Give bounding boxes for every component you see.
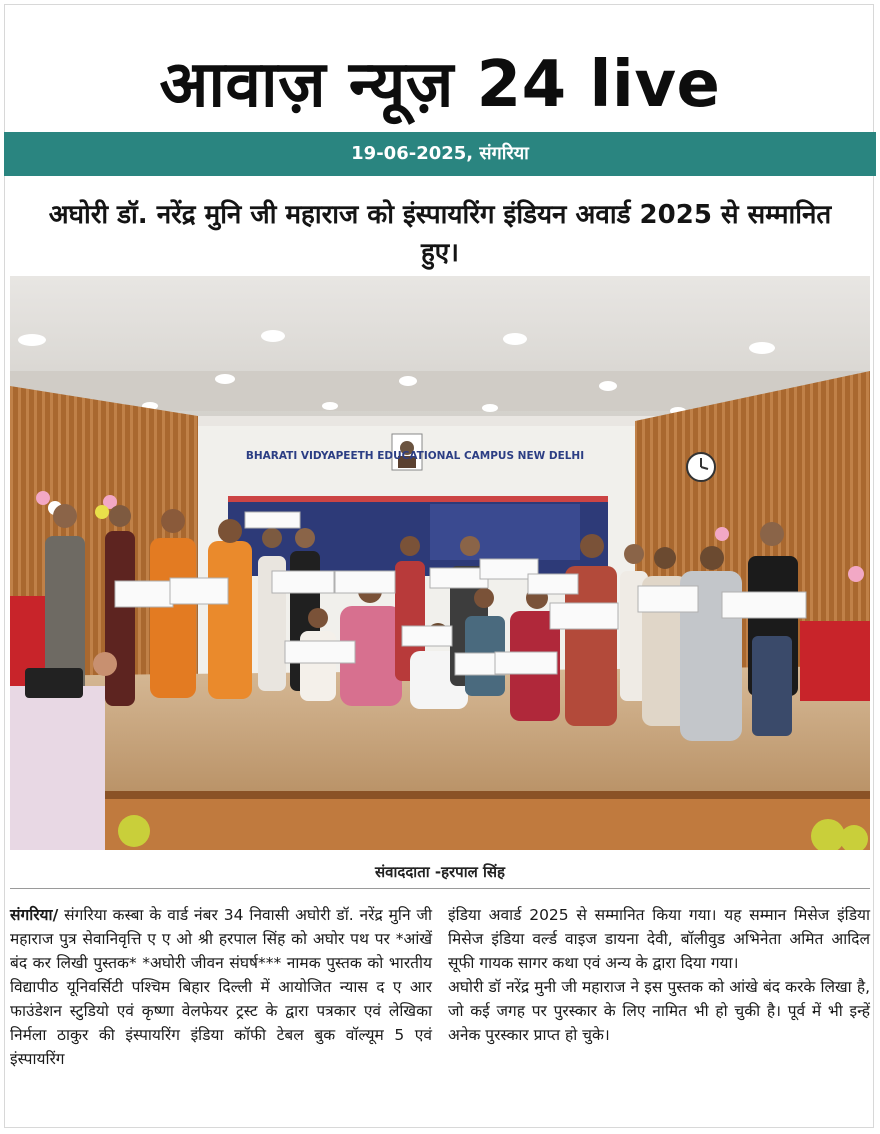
photo-caption: संवाददाता -हरपाल सिंह	[375, 863, 505, 881]
article-body-left: संगरिया कस्बा के वार्ड नंबर 34 निवासी अघोरी डॉ. नरेंद्र मुनि जी महाराज पुत्र सेवानिवृत्ति ए ए ओ श्री हरपाल सिंह को अघोर पथ पर *आंखें बंद कर लिखी पुस्तक* *अघोरी जीवन संघर्ष*** नामक पुस्तक को भारतीय विद्यापीठ यूनिवर्सिटी पश्चिम बिहार दिल्ली में आयोजित न्यास द ए आर फाउंडेशन स्टुडियो एवं कृष्णा वेलफेयर ट्रस्ट के द्वारा पत्रकार एवं लेखिका निर्मला ठाकुर की इंस्पायरिंग इंडिया कॉफी टेबल बुक वॉल्यूम 5 एवं इंस्पायरिंग	[10, 906, 432, 1068]
article-column-right	[448, 903, 870, 1047]
event-photo	[10, 276, 870, 850]
masthead-title: आवाज़ न्यूज़ 24 live	[159, 48, 721, 122]
article-body-right-1: इंडिया अवार्ड 2025 से सम्मानित किया गया। यह सम्मान मिसेज इंडिया मिसेज इंडिया वर्ल्ड वाइज डायना देवी, बॉलीवुड अभिनेता अमित आदिल सूफी गायक सागर कथा एवं अन्य के द्वारा दिया गया।	[448, 906, 870, 972]
banner-text: BHARATI VIDYAPEETH EDUCATIONAL CAMPUS NEW DELHI	[245, 450, 585, 462]
dateline-bar: 19-06-2025, संगरिया	[4, 132, 876, 176]
headline: अघोरी डॉ. नरेंद्र मुनि जी महाराज को इंस्पायरिंग इंडियन अवार्ड 2025 से सम्मानित हुए।	[48, 200, 832, 268]
article-paragraph	[10, 903, 432, 1071]
article-column-left	[10, 903, 432, 1071]
caption-rule	[10, 888, 870, 889]
article-dateline: संगरिया/	[10, 906, 59, 924]
article-body-right-2: अघोरी डॉ नरेंद्र मुनी जी महाराज ने इस पुस्तक को आंखे बंद करके लिखा है, जो कई जगह पर पुरस्कार के लिए नामित भी हो चुकी है। पूर्व में भी इन्हें अनेक पुरस्कार प्राप्त हो चुके।	[448, 978, 870, 1044]
